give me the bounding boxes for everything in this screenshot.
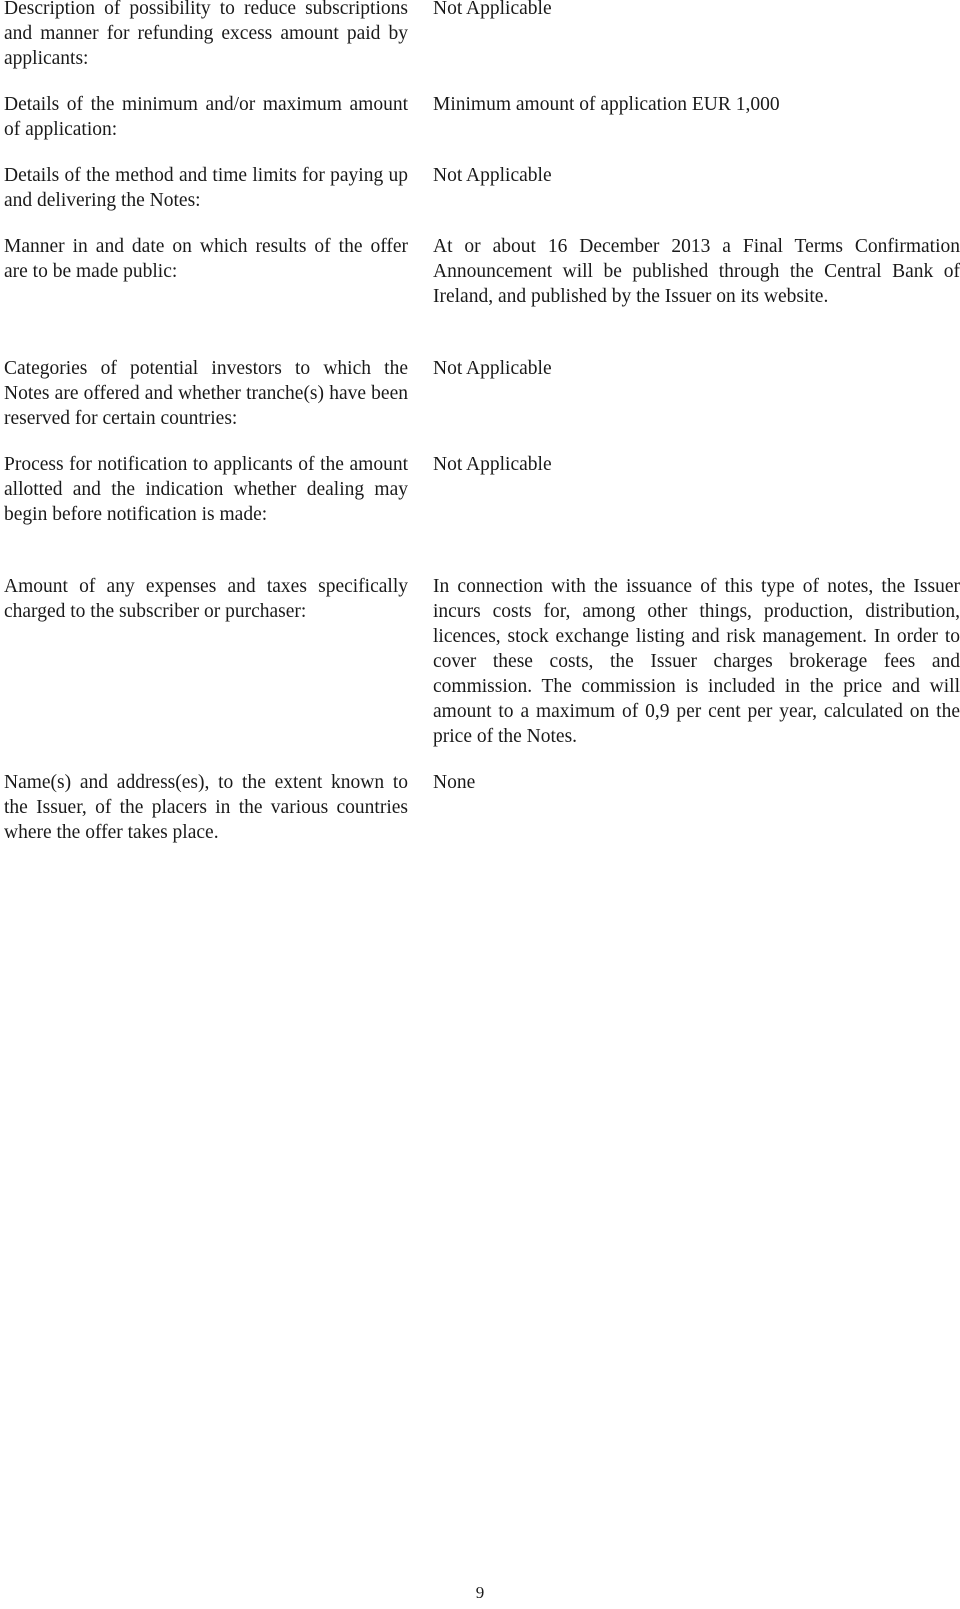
term-value: None — [433, 772, 476, 793]
term-label: Details of the method and time limits for paying up and delivering the Notes: — [4, 165, 408, 211]
term-value: Not Applicable — [433, 0, 552, 19]
term-label: Process for notification to applicants of the amount allotted and the indication whether dealing may begin before notification is made: — [4, 454, 408, 525]
term-label: Categories of potential investors to which the Notes are offered and whether tranche(s) have been reserved for certain countries: — [4, 358, 408, 429]
term-value: At or about 16 December 2013 a Final Terms Confirmation Announcement will be published through the Central Bank of Ireland, and published by the Issuer on its website. — [433, 236, 960, 307]
term-value: Minimum amount of application EUR 1,000 — [433, 94, 780, 115]
term-label: Name(s) and address(es), to the extent known to the Issuer, of the placers in the various countries where the offer takes place. — [4, 772, 408, 843]
term-value: Not Applicable — [433, 165, 552, 186]
term-value: Not Applicable — [433, 454, 552, 475]
page-number: 9 — [475, 1583, 485, 1602]
term-label: Amount of any expenses and taxes specifically charged to the subscriber or purchaser: — [4, 576, 408, 622]
term-label: Description of possibility to reduce subscriptions and manner for refunding excess amount paid by applicants: — [4, 0, 408, 69]
term-value: In connection with the issuance of this type of notes, the Issuer incurs costs for, among other things, production, distribution, licences, stock exchange listing and risk management. In order to cover these costs, the Issuer charges brokerage fees and commission. The commission is included in the price and will amount to a maximum of 0,9 per cent per year, calculated on the price of the Notes. — [433, 576, 960, 747]
term-value: Not Applicable — [433, 358, 552, 379]
term-label: Manner in and date on which results of the offer are to be made public: — [4, 236, 408, 282]
term-label: Details of the minimum and/or maximum amount of application: — [4, 94, 408, 140]
